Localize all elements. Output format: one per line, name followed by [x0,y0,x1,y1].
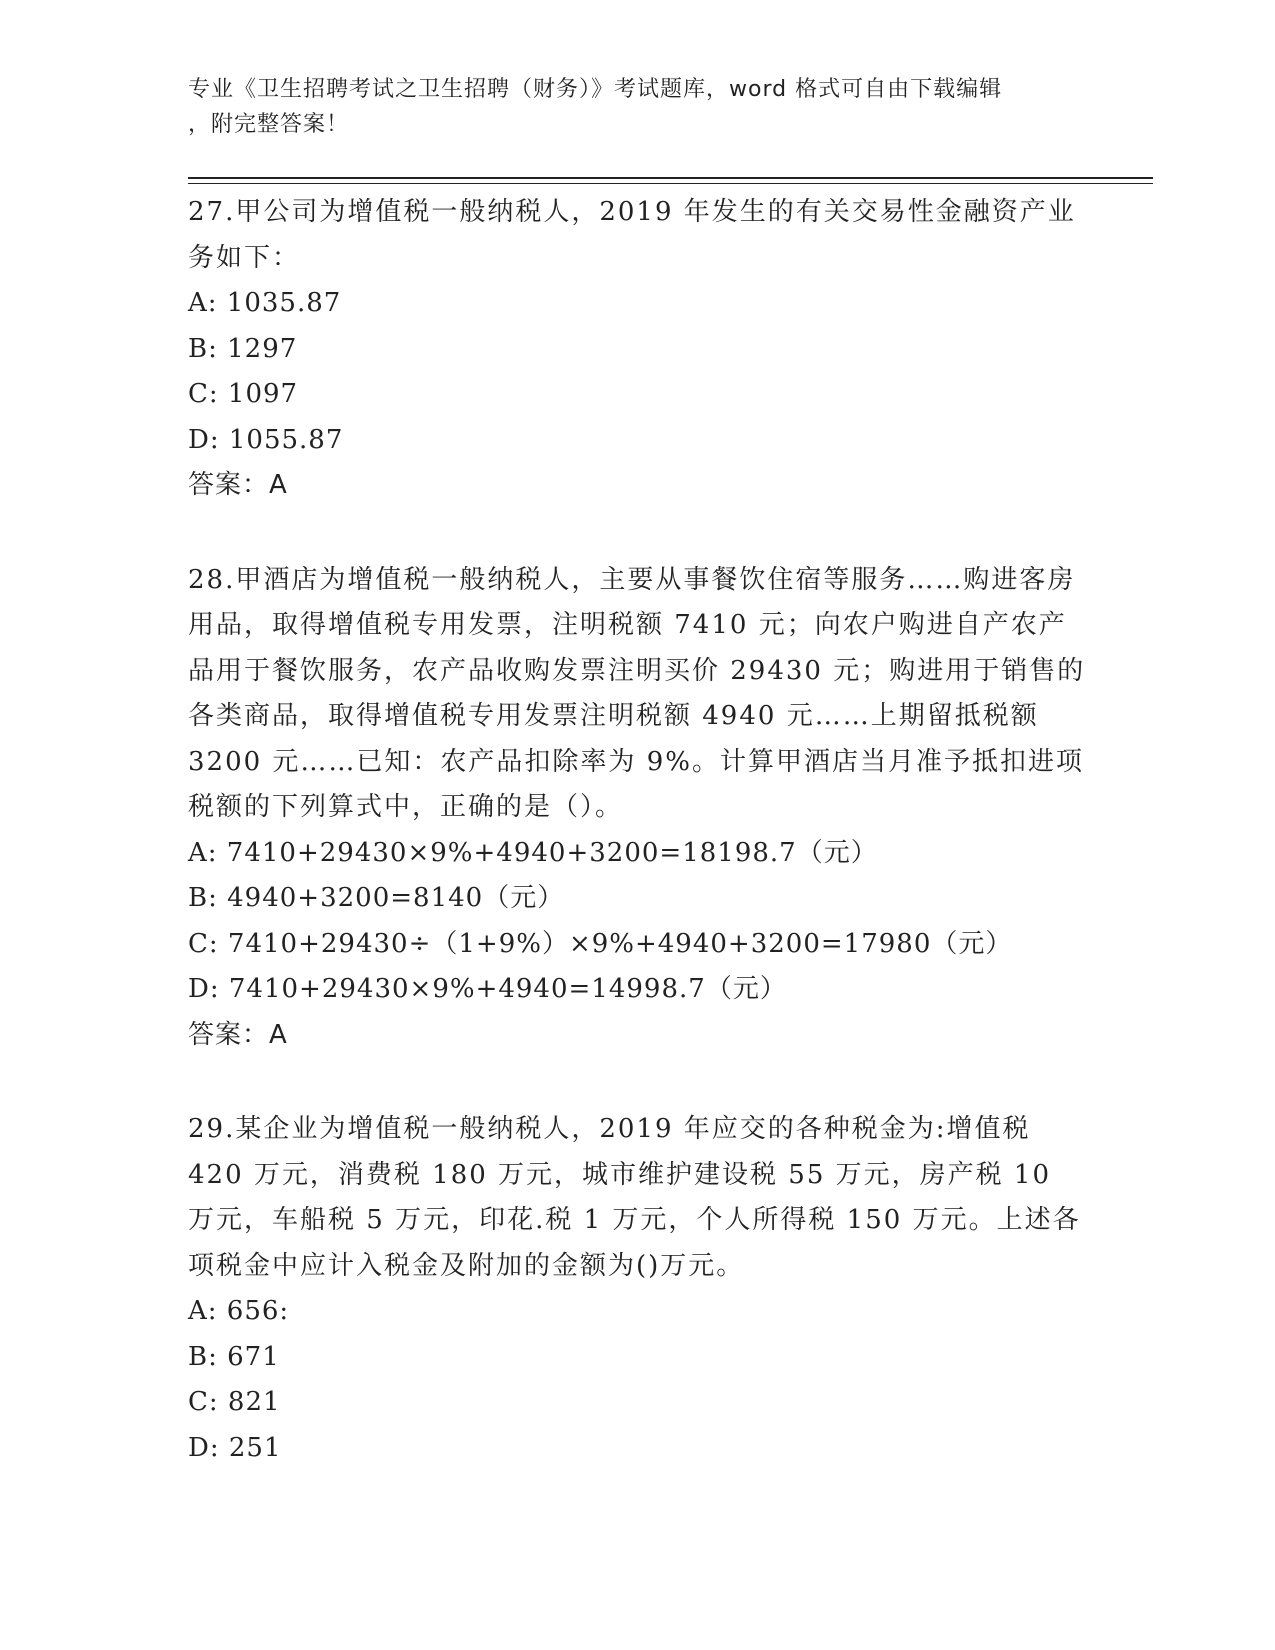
option-d: D: 1055.87 [188,424,344,455]
header-rule-thin [188,183,1153,184]
answer-line: 答案：A [188,470,288,500]
option-d: D: 7410+29430×9%+4940=14998.7（元） [188,974,787,1004]
option-c: C: 1097 [188,379,299,409]
header-line-2: ，附完整答案！ [188,112,350,137]
question-text: 29.某企业为增值税一般纳税人，2019 年应交的各种税金为:增值税 420 万元，消费税 180 万元，城市维护建设税 55 万元，房产税 10 万元，车船税 5 万元，印花.税 1 万元，个人所得税 150 万元。上述各项税金中应计入税金及附加的金额为()万元。 [188,1114,1081,1281]
option-d: D: 251 [188,1432,282,1463]
question-28 [188,558,1088,1059]
question-29 [188,1107,1088,1471]
question-text: 27.甲公司为增值税一般纳税人，2019 年发生的有关交易性金融资产业务如下： [188,197,1076,273]
option-b: B: 4940+3200=8140（元） [188,883,565,913]
option-a: A: 7410+29430×9%+4940+3200=18198.7（元） [188,837,878,868]
question-spacer [188,509,1088,558]
option-c: C: 7410+29430÷（1+9%）×9%+4940+3200=17980（元） [188,928,1013,959]
option-a: A: 656: [188,1296,290,1326]
header-line-1: 专业《卫生招聘考试之卫生招聘（财务）》考试题库，word 格式可自由下载编辑 [188,77,1003,102]
answer-line: 答案：A [188,1019,288,1050]
question-text: 28.甲酒店为增值税一般纳税人，主要从事餐饮住宿等服务……购进客房用品，取得增值税专用发票，注明税额 7410 元；向农户购进自产农产品用于餐饮服务，农产品收购发票注明买价 29430 元；购进用于销售的各类商品，取得增值税专用发票注明税额 4940 元……上期留抵税额 3200 元……已知：农产品扣除率为 9%。计算甲酒店当月准予抵扣进项税额的下列算式中，正确的是（）。 [188,564,1086,822]
document-header [188,72,1068,142]
option-a: A: 1035.87 [188,288,342,318]
question-list [188,190,1088,1471]
question-27 [188,190,1088,509]
header-rule-thick [188,177,1153,179]
option-c: C: 821 [188,1387,281,1417]
option-b: B: 1297 [188,333,298,364]
option-b: B: 671 [188,1341,280,1372]
question-spacer [188,1058,1088,1107]
